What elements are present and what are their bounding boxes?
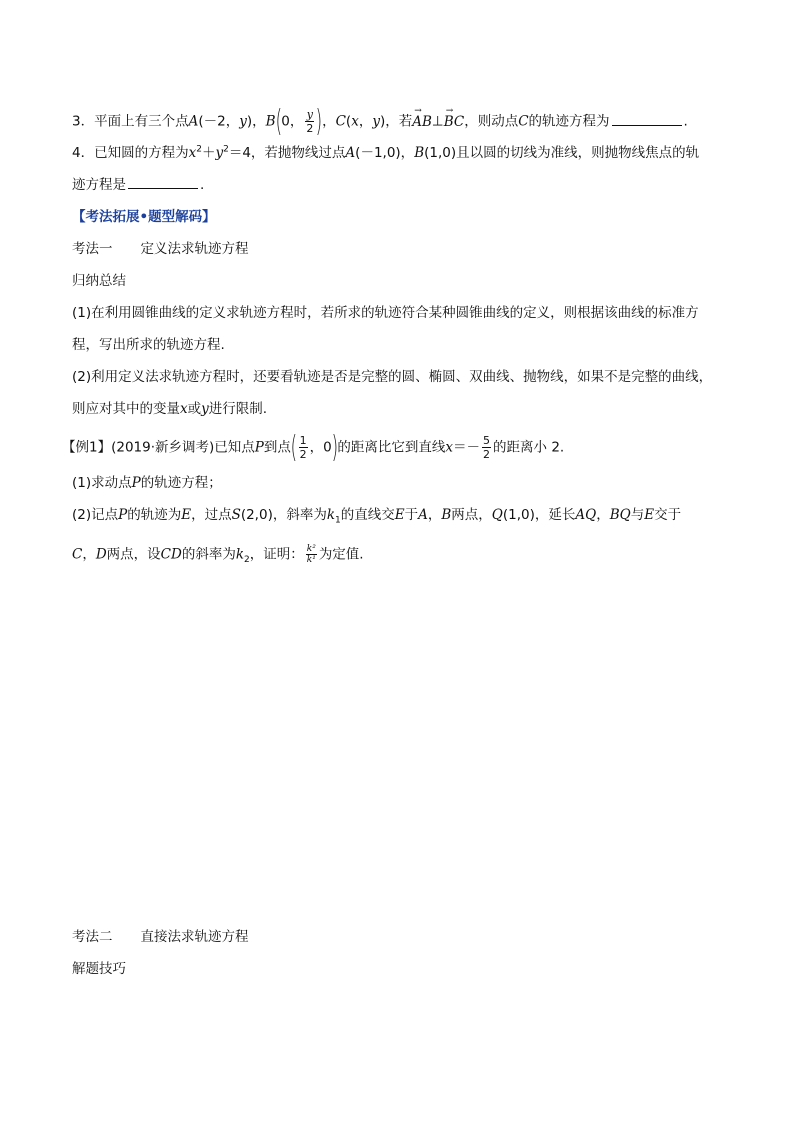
fraction-five-halves: $\frac{5}{2}$ bbox=[483, 434, 491, 461]
summary-point-2-line-1: (2)利用定义法求轨迹方程时，还要看轨迹是否是完整的圆、椭圆、双曲线、抛物线，如果不是完整的曲线， bbox=[72, 369, 713, 385]
vector-bc: → BC bbox=[444, 113, 465, 131]
answer-blank bbox=[128, 175, 198, 189]
fraction-one-half: $\frac{1}{2}$ bbox=[299, 434, 307, 461]
summary-point-1-line-1: (1)在利用圆锥曲线的定义求轨迹方程时，若所求的轨迹符合某种圆锥曲线的定义，则根据该曲线的标准方 bbox=[72, 305, 699, 321]
summary-point-1-line-2: 程，写出所求的轨迹方程. bbox=[72, 337, 225, 353]
answer-blank bbox=[612, 112, 682, 126]
example-1: 【例1】(2019·新乡调考)已知点P到点( $\frac{1}{2}$ ，0)的距离比它到直线x＝－ $\frac{5}{2}$ 的距离小 2. bbox=[62, 429, 565, 465]
tips-title: 解题技巧 bbox=[72, 961, 126, 977]
problem-4-line-2: 迹方程是 . bbox=[72, 177, 205, 193]
method-1-title: 考法一 定义法求轨迹方程 bbox=[72, 241, 249, 257]
method-2-title: 考法二 直接法求轨迹方程 bbox=[72, 929, 249, 945]
fraction-y-over-2: $\frac{y}{2}$ bbox=[306, 108, 314, 135]
problem-4-line-1: 4．已知圆的方程为$x^2+y^2=4$，若抛物线过点A(－1,0)，B(1,0)且以圆的切线为准线，则抛物线焦点的轨 bbox=[72, 144, 700, 161]
question-1: (1)求动点P的轨迹方程； bbox=[72, 475, 222, 491]
question-2-line-2: C，D两点，设CD的斜率为$k_2$，证明： $\frac{\text{k²}}{\text{k¹}}$ 为定值. bbox=[72, 544, 364, 566]
summary-title: 归纳总结 bbox=[72, 273, 126, 289]
summary-point-2-line-2: 则应对其中的变量x或y进行限制. bbox=[72, 401, 268, 417]
question-2-line-1: (2)记点P的轨迹为E，过点S(2,0)，斜率为$k_1$的直线交E于A，B两点，Q(1,0)，延长AQ，BQ与E交于 bbox=[72, 507, 682, 526]
vector-ab: → AB bbox=[412, 113, 432, 131]
fraction-k-ratio: $\frac{\text{k²}}{\text{k¹}}$ bbox=[306, 544, 316, 565]
problem-3: 3．平面上有三个点A(－2，y)，B(0， $\frac{y}{2}$ )，C(x，y)，若→ AB⊥→ BC，则动点C的轨迹方程为 . bbox=[72, 108, 688, 135]
section-heading: 【考法拓展•题型解码】 bbox=[72, 209, 216, 225]
